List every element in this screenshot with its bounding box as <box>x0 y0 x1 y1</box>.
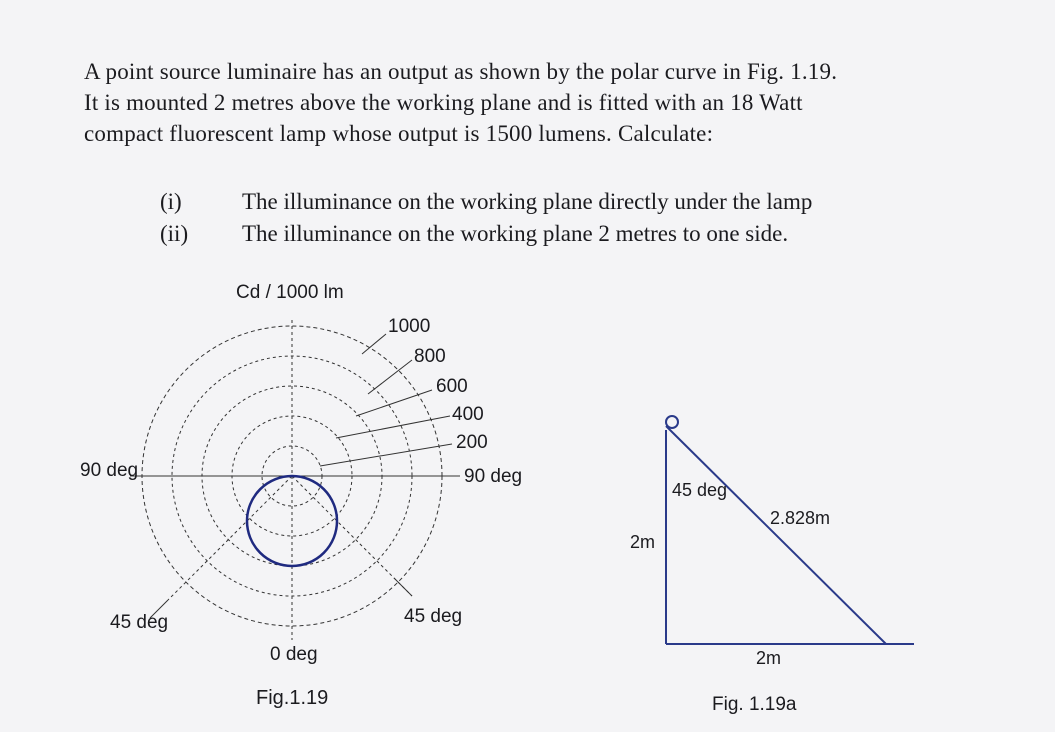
problem-line: A point source luminaire has an output as shown by the polar curve in Fig. 1.19. <box>84 59 838 84</box>
radial-45-left <box>168 476 292 600</box>
leader-400 <box>336 416 450 438</box>
triangle-diagram <box>666 416 914 644</box>
leader-200 <box>320 444 452 466</box>
ring-label-800: 800 <box>414 346 446 367</box>
question-text: The illuminance on the working plane directly under the lamp <box>242 189 813 214</box>
height-label: 2m <box>630 532 656 552</box>
angle-label-left: 90 deg <box>80 460 139 481</box>
polar-diagram <box>130 320 463 640</box>
triangle-angle-label: 45 deg <box>672 480 728 500</box>
angle-label-lower-left: 45 deg <box>110 612 169 633</box>
angle-label-right: 90 deg <box>464 466 523 487</box>
ring-label-400: 400 <box>452 404 484 425</box>
ring-label-1000: 1000 <box>388 316 431 337</box>
angle-label-bottom: 0 deg <box>270 644 318 665</box>
question-number: (i) <box>160 189 182 214</box>
question-text: The illuminance on the working plane 2 metres to one side. <box>242 221 789 246</box>
lamp-icon <box>666 416 678 428</box>
angle-label-lower-right: 45 deg <box>404 606 463 627</box>
leader-1000 <box>362 334 386 354</box>
hypotenuse-label: 2.828m <box>770 508 831 528</box>
fig-caption-2: Fig. 1.19a <box>712 694 797 715</box>
question-number: (ii) <box>160 221 189 246</box>
tick-45-right <box>394 578 412 596</box>
problem-line: compact fluorescent lamp whose output is 1500 lumens. Calculate: <box>84 121 714 146</box>
ring-label-600: 600 <box>436 376 468 397</box>
problem-line: It is mounted 2 metres above the working plane and is fitted with an 18 Watt <box>84 90 803 115</box>
unit-label: Cd / 1000 lm <box>236 282 344 303</box>
base-label: 2m <box>756 648 782 668</box>
fig-caption-1: Fig.1.19 <box>256 687 329 709</box>
triangle-hypotenuse <box>666 426 886 644</box>
leader-800 <box>368 360 412 394</box>
ring-label-200: 200 <box>456 432 488 453</box>
